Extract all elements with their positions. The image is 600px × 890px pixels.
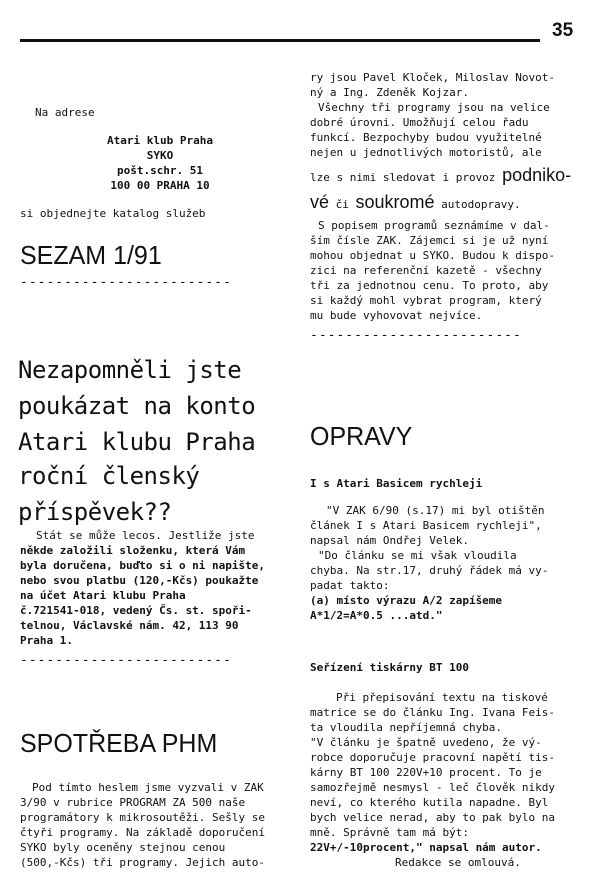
body-line: programátory k mikrosoutěži. Sešly se (20, 811, 266, 824)
body-line: "V ZAK 6/90 (s.17) mi byl otištěn (326, 504, 545, 517)
header-rule (20, 39, 540, 42)
body-line: (a) místo výrazu A/2 zapíšeme (310, 594, 503, 607)
body-line: robce doporučuje pracovní napětí tis- (310, 751, 556, 764)
page-number: 35 (552, 20, 574, 41)
body-line: 3/90 v rubrice PROGRAM ZA 500 naše (20, 796, 246, 809)
body-line: "V článku je špatně uvedeno, že vý- (310, 736, 542, 749)
body-line: článek I s Atari Basicem rychleji", (310, 519, 542, 532)
body-line: (500,-Kčs) tři programy. Jejich auto- (20, 856, 266, 869)
body-line: kárny BT 100 220V+10 procent. To je (310, 766, 542, 779)
body-opravy (310, 503, 590, 623)
body-line: č.721541-018, vedený Čs. st. spoři- (20, 604, 252, 617)
body-line: zici na referenční kazetě - všechny (310, 264, 542, 277)
mixed-text: lze s nimi sledovat i provoz (310, 171, 503, 184)
mixed-big: soukromé (355, 192, 435, 212)
mixed-line (310, 165, 572, 185)
subheadline-line: příspěvek?? (18, 498, 172, 526)
body-line: byla doručena, buďto si o ni napište, (20, 559, 266, 572)
mixed-text: autodopravy. (434, 198, 521, 211)
headline-line: Nezapomněli jste (18, 356, 242, 384)
separator: ------------------------ (20, 275, 232, 290)
body-line: S popisem programů seznámíme v dal- (318, 219, 550, 232)
opravy-subtitle: I s Atari Basicem rychleji (310, 477, 483, 490)
body-prispevek (20, 528, 290, 648)
address-block (60, 133, 260, 193)
address-line: SYKO (146, 149, 174, 162)
body-line: bych velice nerad, aby to pak bylo na (310, 811, 556, 824)
mixed-line (310, 192, 521, 212)
body-line: ším čísle ZAK. Zájemci si je už nyní (310, 234, 549, 247)
body-line: samozřejmě nesmysl - leč člověk nikdy (310, 781, 556, 794)
mixed-big: podniko- (502, 165, 572, 185)
body-spotreba (20, 780, 290, 870)
body-line: mohou objednat u SYKO. Budou k dispo- (310, 249, 556, 262)
body-line: si každý mohl vybrat program, který (310, 294, 542, 307)
address-line: 100 00 PRAHA 10 (110, 179, 210, 192)
seriz-title: Seřízení tiskárny BT 100 (310, 661, 469, 674)
body-line: A*1/2=A*0.5 ...atd." (310, 609, 443, 622)
body-line: Stát se může lecos. Jestliže jste (36, 529, 255, 542)
body-line: čtyři programy. Na základě doporučení (20, 826, 266, 839)
address-line: pošt.schr. 51 (116, 164, 204, 177)
address-intro: Na adrese (35, 106, 95, 119)
body-line: ta vloudila nepříjemná chyba. (310, 721, 503, 734)
body-line: tři za jednotnou cenu. To proto, aby (310, 279, 549, 292)
body-right-top (310, 70, 590, 160)
headline-line: Atari klubu Praha (18, 428, 256, 456)
spotreba-title: SPOTŘEBA PHM (20, 729, 218, 759)
address-after: si objednejte katalog služeb (20, 207, 206, 220)
body-line: ný a Ing. Zdeněk Kojzar. (310, 86, 469, 99)
body-line: na účet Atari klubu Praha (20, 589, 186, 602)
body-line: chyba. Na str.17, druhý řádek má vy- (310, 564, 549, 577)
body-line: mu bude vyhovovat nejvíce. (310, 309, 483, 322)
body-line: Redakce se omlouvá. (395, 856, 521, 869)
separator: ------------------------ (310, 328, 522, 343)
body-line: telnou, Václavské nám. 42, 113 90 (20, 619, 239, 632)
body-line: matrice se do článku Ing. Ivana Feis- (310, 706, 556, 719)
headline-line: poukázat na konto (18, 392, 256, 420)
body-line: napsal nám Ondřej Velek. (310, 534, 469, 547)
body-line: nejen u jednotlivých motoristů, ale (310, 146, 542, 159)
body-line: Při přepisování textu na tiskové (336, 691, 548, 704)
body-line: někde založili složenku, která Vám (20, 544, 246, 557)
sezam-title: SEZAM 1/91 (20, 241, 162, 271)
address-line: Atari klub Praha (107, 134, 213, 147)
body-line: nebo svou platbu (120,-Kčs) poukažte (20, 574, 259, 587)
opravy-title: OPRAVY (310, 422, 413, 452)
body-line: neví, co kterého kutila napadne. Byl (310, 796, 549, 809)
separator: ------------------------ (20, 653, 232, 668)
subheadline (18, 458, 199, 530)
body-line: dobré úrovni. Umožňují celou řadu (310, 116, 529, 129)
body-line: "Do článku se mi však vloudila (318, 549, 517, 562)
body-line: mně. Správně tam má být: (310, 826, 469, 839)
body-line: ry jsou Pavel Kloček, Miloslav Novot- (310, 71, 556, 84)
body-right-mid (310, 218, 590, 323)
body-line: padat takto: (310, 579, 390, 592)
body-line: 22V+/-10procent," napsal nám autor. (310, 841, 542, 854)
mixed-big: vé (310, 192, 330, 212)
body-line: Praha 1. (20, 634, 73, 647)
body-seriz (310, 690, 595, 870)
body-line: Pod tímto heslem jsme vyzvali v ZAK (32, 781, 264, 794)
headline (18, 352, 255, 460)
body-line: Všechny tři programy jsou na velice (318, 101, 550, 114)
body-line: funkcí. Bezpochyby budou využitelné (310, 131, 542, 144)
body-line: SYKO byly oceněny stejnou cenou (20, 841, 226, 854)
subheadline-line: roční členský (18, 462, 200, 490)
mixed-text: či (329, 198, 356, 211)
